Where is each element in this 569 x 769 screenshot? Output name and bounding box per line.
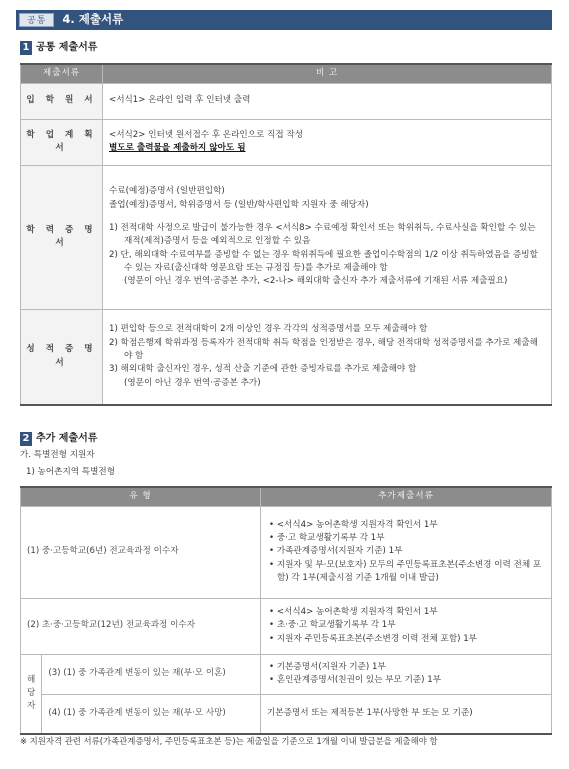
row-text: 수료(예정)증명서 (일반편입학) <box>109 186 225 197</box>
row-content <box>103 309 552 405</box>
table-row <box>21 654 552 694</box>
table-row <box>21 598 552 654</box>
list-item: 2) 단, 해외대학 수료여부를 증빙할 수 없는 경우 학위취득에 필요한 졸업이수학점의 1/2 이상 취득하였음을 증빙할 수 있는 자료(출신대학 영문요람 또는 규정집 등)를 추가로 제출해야 함 <box>109 249 538 273</box>
row-content <box>103 83 552 119</box>
list-item: • 중·고 학교생활기록부 각 1부 <box>269 533 385 544</box>
list-item: • 혼인관계증명서(친권이 있는 부모 기준) 1부 <box>269 675 442 685</box>
row-type: (2) 초·중·고등학교(12년) 전교육과정 이수자 <box>21 598 261 654</box>
row-docs <box>261 598 552 654</box>
table-row <box>21 694 552 734</box>
list-item: • 가족관계증명서(지원자 기준) 1부 <box>269 546 403 557</box>
list-item: 1) 편입학 등으로 전적대학이 2개 이상인 경우 각각의 성적증명서를 모두 제출해야 함 <box>109 324 428 335</box>
section2-number: 2 <box>20 432 32 446</box>
section2-heading <box>20 431 97 447</box>
section2-title: 추가 제출서류 <box>36 433 98 444</box>
list-item: 2) 학점은행제 학위과정 등록자가 전적대학 취득 학점을 인정받은 경우, 해당 전적대학 성적증명서를 추가로 제출해야 함 <box>109 337 538 362</box>
table-row <box>21 506 552 598</box>
row-type: (1) 중·고등학교(6년) 전교육과정 이수자 <box>21 506 261 598</box>
page-header <box>16 10 552 30</box>
row-content <box>103 119 552 165</box>
subsection-1: 1) 농어촌지역 특별전형 <box>26 467 115 477</box>
header-tag: 공통 <box>19 13 54 27</box>
row-label: 학 업 계 획 서 <box>21 119 103 165</box>
page-title: 4. 제출서류 <box>62 12 124 27</box>
row-content <box>103 165 552 309</box>
table-row <box>21 165 552 309</box>
row-text: 졸업(예정)증명서, 학위증명서 등 (일반/학사편입학 지원자 중 해당자) <box>109 199 369 210</box>
row-extra-note: (영문이 아닌 경우 번역·공증본 추가, <2-나> 해외대학 출신자 추가 제출서류에 기재된 서류 제출필요) <box>124 276 508 287</box>
list-item: • <서식4> 농어촌학생 지원자격 확인서 1부 <box>269 607 438 618</box>
row-docs: 기본증명서 또는 제적등본 1부(사망한 부 또는 모 기준) <box>261 694 552 734</box>
row-type: (3) (1) 중 가족관계 변동이 있는 재(부·모 이혼) <box>42 654 261 694</box>
row-extra-note: (영문이 아닌 경우 번역·공증본 추가) <box>124 377 261 388</box>
table-row <box>21 119 552 165</box>
additional-documents-table <box>20 486 552 735</box>
subsection-a: 가. 특별전형 지원자 <box>20 450 95 460</box>
row-label: 입 학 원 서 <box>21 83 103 119</box>
list-item: • 지원자 주민등록표초본(주소변경 이력 전체 포함) 1부 <box>269 633 477 644</box>
table-row <box>21 83 552 119</box>
row-label: 성 적 증 명 서 <box>21 309 103 405</box>
col-header-type: 유 형 <box>21 487 261 506</box>
list-item: • <서식4> 농어촌학생 지원자격 확인서 1부 <box>269 519 438 530</box>
col-header-documents: 제출서류 <box>21 64 103 83</box>
list-item: • 초·중·고 학교생활기록부 각 1부 <box>269 620 396 631</box>
section1-title: 공통 제출서류 <box>36 42 98 53</box>
list-item: • 기본증명서(지원자 기준) 1부 <box>269 661 386 672</box>
common-documents-table <box>20 63 552 406</box>
row-docs <box>261 506 552 598</box>
row-underlined-note: 별도로 출력물을 제출하지 않아도 됨 <box>109 143 246 153</box>
col-header-remarks: 비 고 <box>103 64 552 83</box>
list-item: 1) 전적대학 사정으로 발급이 불가능한 경우 <서식8> 수료예정 확인서 또는 학위취득, 수료사실을 확인할 수 있는 재적(제적)증명서 등을 예외적으로 인정할 수 있음 <box>109 223 536 247</box>
row-type: (4) (1) 중 가족관계 변동이 있는 재(부·모 사망) <box>42 694 261 734</box>
footnote: ※ 지원자격 관련 서류(가족관계증명서, 주민등록표초본 등)는 제출일을 기준으로 1개월 이내 발급분을 제출해야 함 <box>20 736 438 746</box>
table-row <box>21 309 552 405</box>
row-text: <서식1> 온라인 입력 후 인터넷 출력 <box>109 95 251 106</box>
side-label-applicable: 해 당 자 <box>21 654 42 734</box>
col-header-additional-docs: 추가제출서류 <box>261 487 552 506</box>
list-item: 3) 해외대학 출신자인 경우, 성적 산출 기준에 관한 증빙자료를 추가로 제출해야 함 <box>109 364 417 375</box>
row-label: 학 력 증 명 서 <box>21 165 103 309</box>
row-docs <box>261 654 552 694</box>
row-text: <서식2> 인터넷 원서접수 후 온라인으로 직접 작성 <box>109 129 303 140</box>
list-item: • 지원자 및 부·모(보호자) 모두의 주민등록표초본(주소변경 이력 전체 포함) 각 1부(제출시점 기준 1개월 이내 발급) <box>269 559 542 583</box>
section1-number: 1 <box>20 41 32 55</box>
section1-heading <box>20 40 97 56</box>
